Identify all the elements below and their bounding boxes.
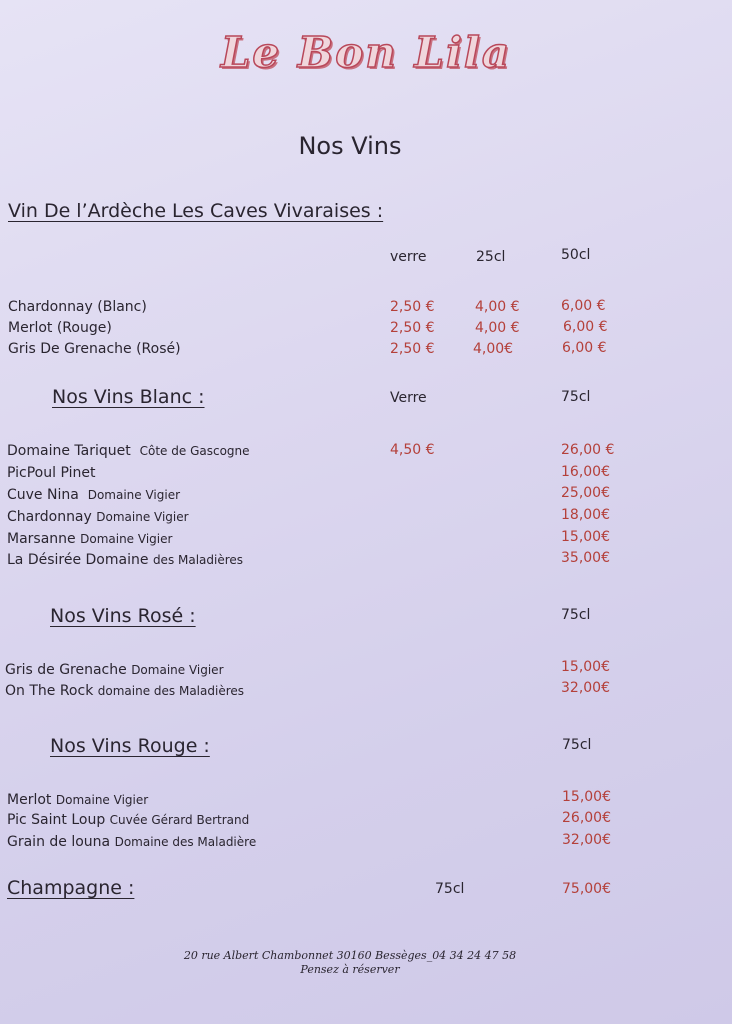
champagne-price: 75,00€ bbox=[562, 881, 611, 897]
price-75cl: 32,00€ bbox=[561, 680, 610, 696]
price-50cl: 6,00 € bbox=[563, 319, 608, 335]
section-champagne-heading: Champagne : bbox=[7, 877, 135, 899]
list-item bbox=[7, 552, 243, 568]
price-verre: 2,50 € bbox=[390, 299, 435, 315]
section-rouge-heading: Nos Vins Rouge : bbox=[50, 735, 210, 757]
list-item bbox=[7, 443, 250, 459]
col-header-50cl: 50cl bbox=[561, 247, 591, 263]
price-75cl: 15,00€ bbox=[561, 659, 610, 675]
wine-name: Marsanne bbox=[7, 531, 76, 547]
list-item bbox=[7, 792, 148, 808]
price-75cl: 26,00€ bbox=[562, 810, 611, 826]
col-header-75cl: 75cl bbox=[561, 607, 591, 623]
wine-detail: Domaine des Maladière bbox=[114, 835, 257, 849]
col-header-25cl: 25cl bbox=[476, 249, 506, 265]
price-75cl: 15,00€ bbox=[561, 529, 610, 545]
wine-detail: Domaine Vigier bbox=[96, 510, 189, 524]
price-25cl: 4,00 € bbox=[475, 299, 520, 315]
wine-detail: Domaine Vigier bbox=[131, 663, 224, 677]
wine-name: PicPoul Pinet bbox=[7, 465, 96, 481]
wine-name: Chardonnay (Blanc) bbox=[8, 299, 147, 315]
list-item bbox=[8, 299, 147, 315]
footer-address: 20 rue Albert Chambonnet 30160 Bessèges_04 34 24 47 58 bbox=[183, 949, 517, 962]
wine-detail: Domaine Vigier bbox=[80, 532, 173, 546]
price-verre: 2,50 € bbox=[390, 320, 435, 336]
list-item bbox=[7, 509, 189, 525]
price-verre: 2,50 € bbox=[390, 341, 435, 357]
page-title: Nos Vins bbox=[298, 132, 402, 160]
wine-name: Grain de louna bbox=[7, 834, 111, 850]
col-header-75cl: 75cl bbox=[562, 737, 592, 753]
list-item bbox=[5, 662, 224, 678]
wine-name: Merlot bbox=[7, 792, 52, 808]
col-header-verre: Verre bbox=[390, 390, 427, 406]
section-ardeche-heading: Vin De l’Ardèche Les Caves Vivaraises : bbox=[8, 200, 384, 222]
restaurant-logo: Le Bon Lila bbox=[220, 28, 512, 77]
wine-detail: des Maladières bbox=[152, 553, 244, 567]
price-75cl: 35,00€ bbox=[561, 550, 610, 566]
list-item bbox=[7, 812, 249, 828]
wine-detail: Cuvée Gérard Bertrand bbox=[109, 813, 250, 827]
wine-name: Domaine Tariquet bbox=[7, 443, 131, 459]
wine-name: Pic Saint Loup bbox=[7, 812, 106, 828]
wine-name: Chardonnay bbox=[7, 509, 92, 525]
wine-name: La Désirée Domaine bbox=[7, 552, 149, 568]
section-blanc-heading: Nos Vins Blanc : bbox=[52, 386, 205, 408]
price-25cl: 4,00€ bbox=[473, 341, 514, 357]
list-item bbox=[7, 834, 256, 850]
wine-detail: Domaine Vigier bbox=[55, 793, 149, 807]
col-header-verre: verre bbox=[390, 249, 427, 265]
list-item bbox=[7, 487, 180, 503]
price-verre: 4,50 € bbox=[390, 442, 435, 458]
price-75cl: 18,00€ bbox=[561, 507, 610, 523]
price-75cl: 16,00€ bbox=[561, 464, 610, 480]
wine-name: On The Rock bbox=[5, 683, 94, 699]
price-75cl: 26,00 € bbox=[561, 442, 615, 458]
wine-detail: Côte de Gascogne bbox=[139, 444, 250, 458]
list-item bbox=[5, 683, 244, 699]
wine-name: Merlot (Rouge) bbox=[8, 320, 112, 336]
price-75cl: 32,00€ bbox=[562, 832, 611, 848]
col-header-75cl: 75cl bbox=[561, 389, 591, 405]
price-25cl: 4,00 € bbox=[475, 320, 520, 336]
footer-note: Pensez à réserver bbox=[300, 963, 400, 976]
section-rose-heading: Nos Vins Rosé : bbox=[50, 605, 196, 627]
list-item bbox=[7, 531, 172, 547]
price-50cl: 6,00 € bbox=[561, 298, 606, 314]
wine-detail: domaine des Maladières bbox=[97, 684, 245, 698]
price-50cl: 6,00 € bbox=[562, 340, 607, 356]
list-item bbox=[8, 341, 181, 357]
list-item bbox=[8, 320, 112, 336]
wine-name: Gris De Grenache (Rosé) bbox=[8, 341, 181, 357]
champagne-size: 75cl bbox=[435, 881, 465, 897]
wine-detail: Domaine Vigier bbox=[87, 488, 181, 502]
price-75cl: 15,00€ bbox=[562, 789, 611, 805]
price-75cl: 25,00€ bbox=[561, 485, 610, 501]
wine-name: Gris de Grenache bbox=[5, 662, 127, 678]
wine-name: Cuve Nina bbox=[7, 487, 79, 503]
list-item bbox=[7, 465, 95, 481]
